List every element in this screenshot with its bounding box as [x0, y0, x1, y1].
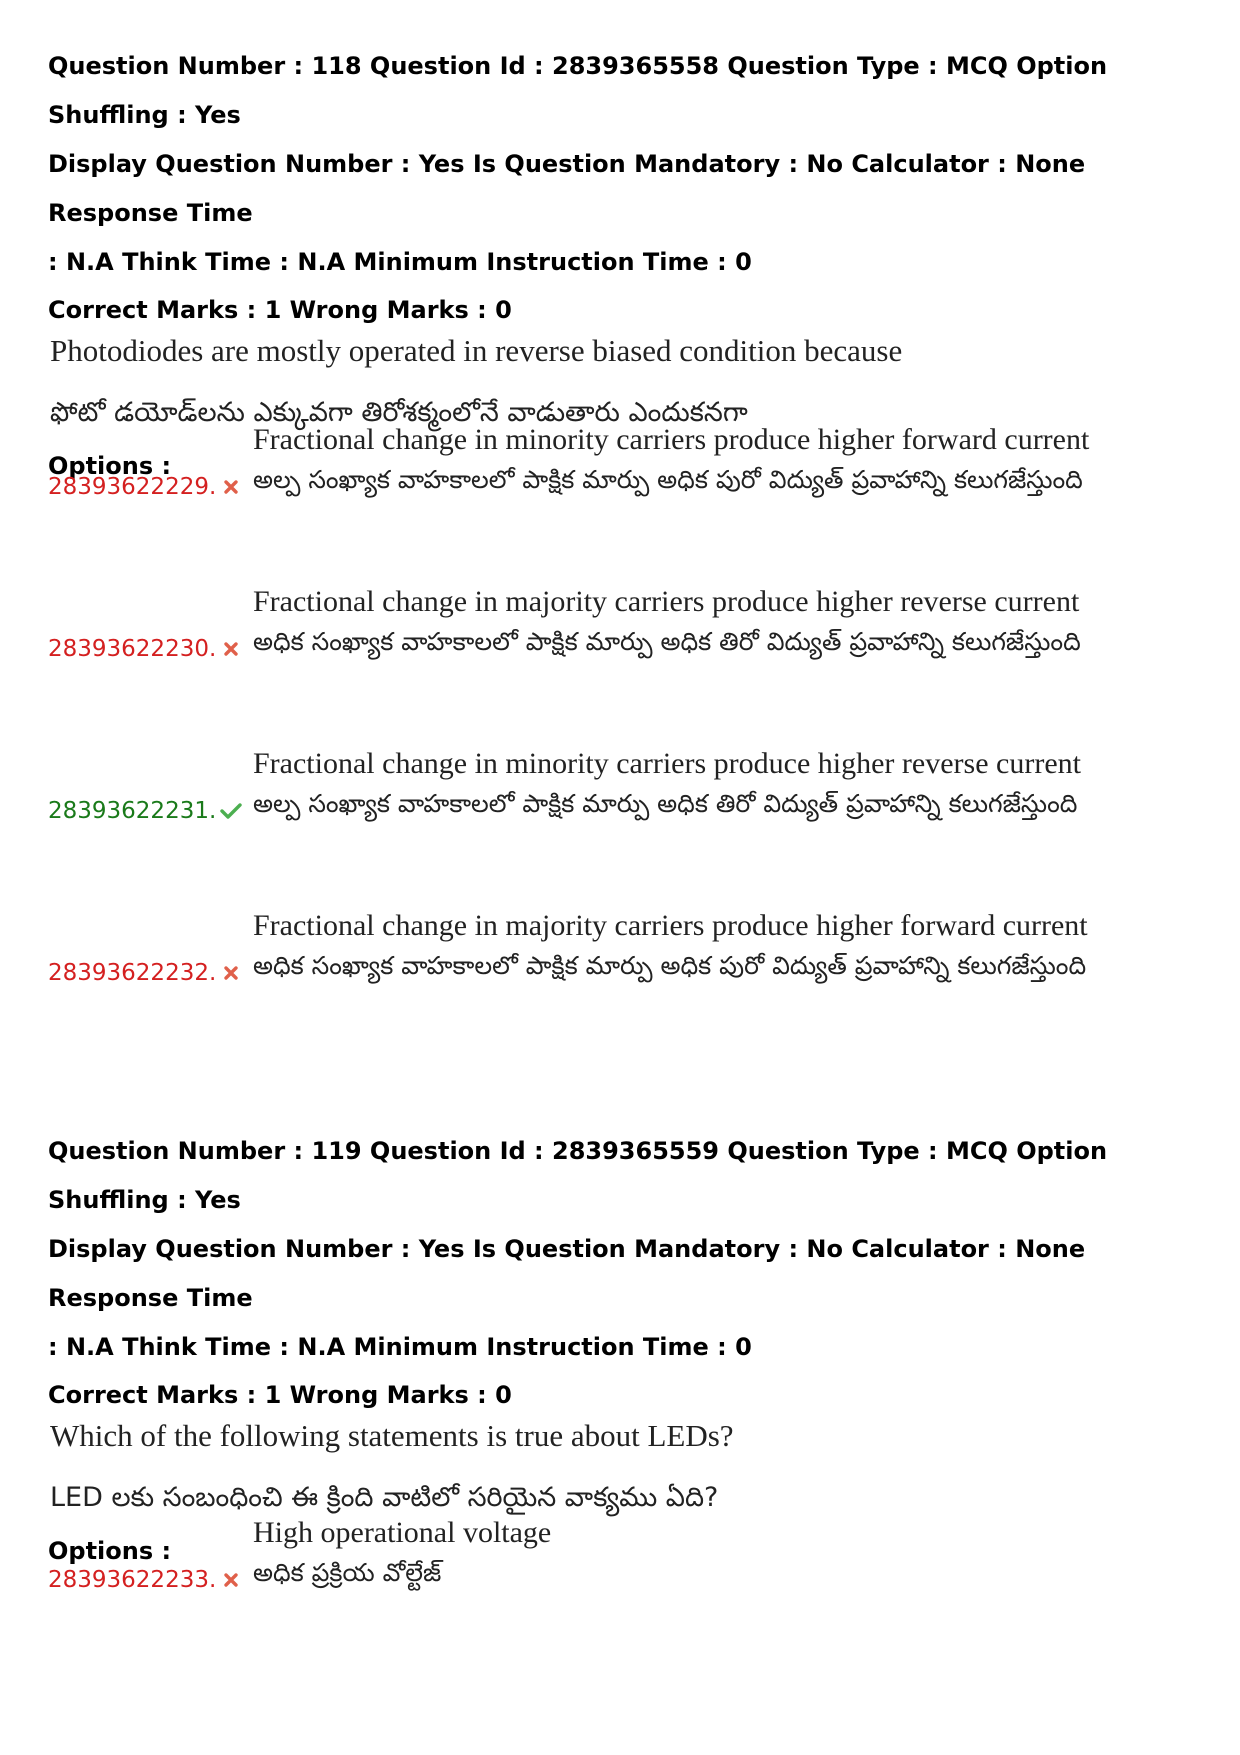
question-text-telugu: LED లకు సంబంధించి ఈ క్రింది వాటిలో సరియైన వాక్యము ఏది? — [50, 1482, 719, 1513]
option-id: 28393622233. — [48, 1567, 217, 1593]
question-marks: Correct Marks : 1 Wrong Marks : 0 — [48, 1381, 512, 1409]
question-meta — [48, 42, 1208, 287]
question-block-118 — [48, 42, 1208, 483]
question-text-english: Photodiodes are mostly operated in reverse biased condition because — [50, 333, 903, 368]
options-label: Options : — [48, 1537, 172, 1565]
option-item — [48, 744, 1208, 834]
question-text-english: Which of the following statements is true about LEDs? — [50, 1418, 734, 1453]
option-item — [48, 1513, 1208, 1603]
option-text-telugu: అల్ప సంఖ్యాక వాహకాలలో పాక్షిక మార్పు అధిక తిరో విద్యుత్ ప్రవాహాన్ని కలుగజేస్తుంది — [253, 789, 1078, 818]
question-meta-line: : N.A Think Time : N.A Minimum Instruction Time : 0 — [48, 248, 752, 276]
option-id: 28393622230. — [48, 636, 217, 662]
option-text-telugu: అల్ప సంఖ్యాక వాహకాలలో పాక్షిక మార్పు అధిక పురో విద్యుత్ ప్రవాహాన్ని కలుగజేస్తుంది — [253, 465, 1083, 494]
question-meta-line: Display Question Number : Yes Is Question Mandatory : No Calculator : None Response Time — [48, 150, 1086, 227]
option-id: 28393622229. — [48, 474, 217, 500]
option-item — [48, 582, 1208, 672]
question-meta-line: : N.A Think Time : N.A Minimum Instruction Time : 0 — [48, 1333, 752, 1361]
question-marks: Correct Marks : 1 Wrong Marks : 0 — [48, 296, 512, 324]
question-text-telugu: ఫోటో డయోడ్‌లను ఎక్కువగా తిరోశక్మంలోనే వాడుతారు ఎందుకనగా — [50, 397, 748, 428]
cross-icon — [220, 1567, 242, 1593]
question-meta-line: Question Number : 119 Question Id : 2839365559 Question Type : MCQ Option Shuffling : Yes — [48, 1137, 1108, 1214]
cross-icon — [220, 474, 242, 500]
cross-icon — [220, 960, 242, 986]
option-id: 28393622232. — [48, 960, 217, 986]
option-text-english: Fractional change in majority carriers produce higher forward current — [253, 909, 1088, 942]
question-block-119 — [48, 1127, 1208, 1568]
option-text-telugu: అధిక సంఖ్యాక వాహకాలలో పాక్షిక మార్పు అధిక తిరో విద్యుత్ ప్రవాహాన్ని కలుగజేస్తుంది — [253, 627, 1081, 656]
cross-icon — [220, 636, 242, 662]
option-text-english: Fractional change in majority carriers produce higher reverse current — [253, 585, 1080, 618]
question-meta-line: Question Number : 118 Question Id : 2839365558 Question Type : MCQ Option Shuffling : Yes — [48, 52, 1108, 129]
option-item — [48, 420, 1208, 510]
option-text-telugu: అధిక ప్రక్రియ వోల్టేజ్ — [253, 1558, 442, 1587]
question-meta-line: Display Question Number : Yes Is Question Mandatory : No Calculator : None Response Time — [48, 1235, 1086, 1312]
option-id: 28393622231. — [48, 798, 217, 824]
option-item — [48, 906, 1208, 996]
option-text-english: Fractional change in minority carriers produce higher reverse current — [253, 747, 1081, 780]
option-text-english: High operational voltage — [253, 1516, 552, 1549]
option-text-telugu: అధిక సంఖ్యాక వాహకాలలో పాక్షిక మార్పు అధిక పురో విద్యుత్ ప్రవాహాన్ని కలుగజేస్తుంది — [253, 951, 1087, 980]
options-label: Options : — [48, 452, 172, 480]
question-meta — [48, 1127, 1208, 1372]
option-text-english: Fractional change in minority carriers produce higher forward current — [253, 423, 1090, 456]
check-icon — [220, 798, 242, 824]
